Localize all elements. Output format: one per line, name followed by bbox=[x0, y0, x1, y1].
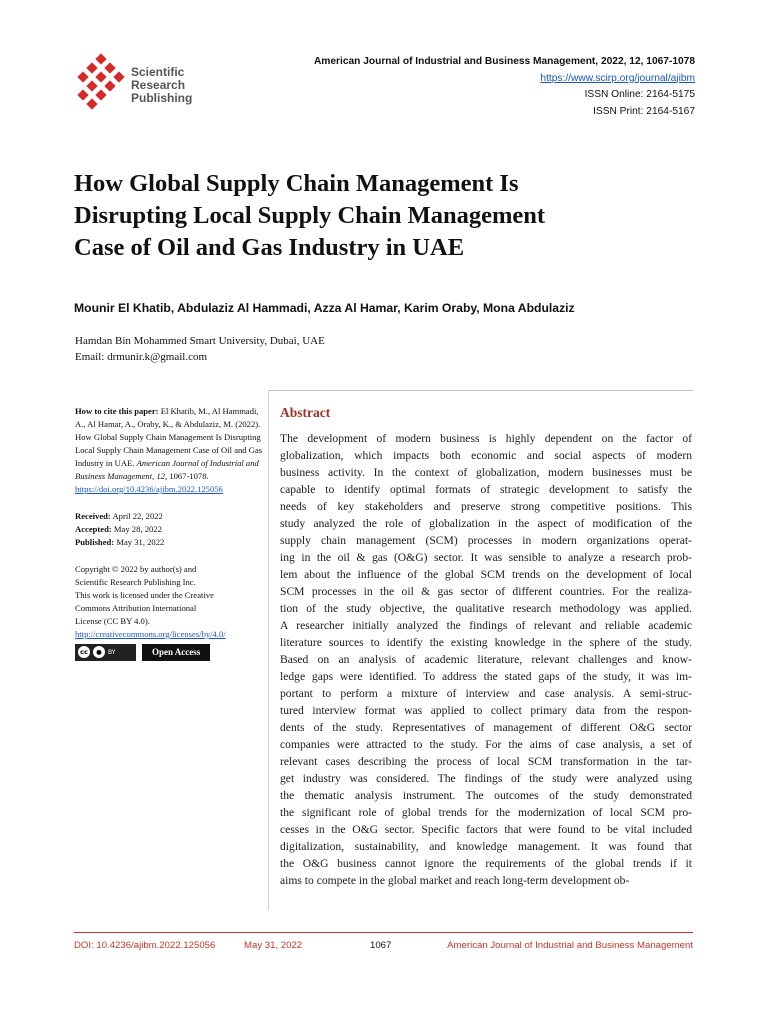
cc-by-label: BY bbox=[108, 648, 116, 656]
abstract-line: globalization, which impacts both economic and social aspects of modern bbox=[280, 449, 692, 462]
abstract-line: the thematic analysis instrument. The outcomes of the study demonstrated bbox=[280, 789, 692, 802]
copyright-line: Scientific Research Publishing Inc. bbox=[75, 577, 196, 587]
abstract-line: Based on an analysis of academic literature, relevant challenges and know- bbox=[280, 653, 692, 666]
publisher-logo bbox=[74, 52, 204, 116]
copyright-line: License (CC BY 4.0). bbox=[75, 616, 150, 626]
journal-meta bbox=[314, 54, 695, 120]
article-title bbox=[74, 168, 714, 264]
abstract-line: study analyzed the role of globalization in the aspect of modification of the bbox=[280, 517, 692, 530]
copyright-line: Copyright © 2022 by author(s) and bbox=[75, 564, 197, 574]
sidebar bbox=[75, 405, 265, 661]
accepted-date bbox=[75, 523, 265, 536]
abstract-line: portant to perform a mixture of interview and case analysis. A semi-struc- bbox=[280, 687, 692, 700]
abstract-line: cesses in the O&G sector. Specific factors that were found to be vital included bbox=[280, 823, 692, 836]
citation-block bbox=[75, 405, 265, 496]
authors: Mounir El Khatib, Abdulaziz Al Hammadi, Azza Al Hamar, Karim Oraby, Mona Abdulaziz bbox=[74, 301, 575, 315]
affiliation-block bbox=[75, 333, 325, 365]
abstract-line: digitalization, sustainability, and knowledge management. It was found that bbox=[280, 840, 692, 853]
citation-label: How to cite this paper: bbox=[75, 406, 159, 416]
abstract-line: capable to identify optimal formats of strategic development to satisfy the bbox=[280, 483, 692, 496]
license-badges bbox=[75, 643, 265, 661]
article-title-line: Disrupting Local Supply Chain Management bbox=[74, 202, 546, 229]
footer-doi: DOI: 10.4236/ajibm.2022.125056 bbox=[74, 940, 216, 951]
accepted-label: Accepted: bbox=[75, 524, 112, 534]
abstract-line: business activity. In the context of globalization, modern businesses must be bbox=[280, 466, 692, 479]
abstract-text bbox=[280, 430, 692, 889]
copyright-line: Commons Attribution International bbox=[75, 603, 197, 613]
copyright-block bbox=[75, 563, 265, 641]
affiliation: Hamdan Bin Mohammed Smart University, Dubai, UAE bbox=[75, 335, 325, 347]
publisher-name-line: Scientific bbox=[131, 65, 185, 79]
publisher-name-line: Publishing bbox=[131, 91, 193, 105]
published-label: Published: bbox=[75, 537, 115, 547]
abstract-line: relevant cases describing the process of local SCM transformation in the tar- bbox=[280, 755, 692, 768]
abstract-line: lem about the influence of the global SCM trends on the development of local bbox=[280, 568, 692, 581]
abstract-line: the O&G business cannot ignore the requirements of the global trends if it bbox=[280, 857, 692, 870]
publisher-name-line: Research bbox=[131, 78, 186, 92]
abstract-line: get industry was considered. The findings of the study were analyzed using bbox=[280, 772, 692, 785]
citation-journal: American Journal of Industrial and Business Management, 12, bbox=[75, 458, 259, 481]
published-value: May 31, 2022 bbox=[114, 537, 165, 547]
abstract-line: tured interview format was applied to collect primary data from the respon- bbox=[280, 704, 692, 717]
article-title-line: How Global Supply Chain Management Is bbox=[74, 170, 519, 197]
cc-by-badge[interactable] bbox=[75, 644, 136, 661]
open-access-badge: Open Access bbox=[142, 644, 210, 661]
received-value: April 22, 2022 bbox=[110, 511, 163, 521]
page-footer bbox=[74, 940, 693, 954]
footer-date: May 31, 2022 bbox=[244, 940, 303, 951]
abstract-line: A researcher initially analyzed the findings of relevant and reliable academic bbox=[280, 619, 692, 632]
journal-citation: American Journal of Industrial and Business Management, 2022, 12, 1067-1078 bbox=[313, 56, 695, 67]
received-date bbox=[75, 510, 265, 523]
abstract-line: ledge gaps were identified. To address the stated gaps of the study, it was im- bbox=[280, 670, 692, 683]
abstract-line: SCM processes in the oil & gas sector of different countries. For the realiza- bbox=[280, 585, 692, 598]
footer-journal: American Journal of Industrial and Business Management bbox=[447, 940, 693, 951]
abstract-line: companies were attracted to the study. For the aims of case analysis, a set of bbox=[280, 738, 692, 751]
accepted-value: May 28, 2022 bbox=[111, 524, 162, 534]
published-date bbox=[75, 536, 265, 549]
dates-block bbox=[75, 510, 265, 549]
abstract-top-rule bbox=[268, 390, 693, 391]
abstract-line: tion of the study objective, the qualitative research methodology was applied. bbox=[280, 602, 692, 615]
footer-rule bbox=[74, 932, 693, 933]
copyright-line: This work is licensed under the Creative bbox=[75, 590, 214, 600]
citation-text: El Khatib, M., Al Hammadi, A., Al Hamar, A., Oraby, K., & Abdulaziz, M. (2022). How Global Supply Chain Management Is Disrupting Local Supply Chain Management Case of Oil and Gas Industry in UAE. bbox=[75, 406, 263, 468]
abstract-heading: Abstract bbox=[280, 405, 331, 420]
abstract-line: aims to compete in the global market and reach long-term development ob- bbox=[280, 874, 630, 887]
email: Email: drmunir.k@gmail.com bbox=[75, 351, 208, 363]
publisher-logo-icon bbox=[74, 52, 130, 116]
attribution-person-icon: ● bbox=[93, 646, 105, 658]
abstract-line: dents of the study. Representatives of management of different O&G sector bbox=[280, 721, 692, 734]
article-title-line: Case of Oil and Gas Industry in UAE bbox=[74, 234, 465, 261]
journal-url-link[interactable]: https://www.scirp.org/journal/ajibm bbox=[540, 72, 695, 84]
received-label: Received: bbox=[75, 511, 111, 521]
license-link[interactable]: http://creativecommons.org/licenses/by/4.0/ bbox=[75, 629, 226, 639]
abstract-line: needs of key stakeholders and preserve strong competitive positions. This bbox=[280, 500, 692, 513]
citation-pages: 1067-1078. bbox=[167, 471, 209, 481]
abstract-line: The development of modern business is highly dependent on the factor of bbox=[280, 432, 692, 445]
doi-link[interactable]: https://doi.org/10.4236/ajibm.2022.125056 bbox=[75, 484, 223, 494]
abstract-line: supply chain management (SCM) processes in modern organizations operat- bbox=[280, 534, 692, 547]
cc-icon: cc bbox=[78, 646, 90, 658]
abstract-line: ing in the oil & gas (O&G) sector. It was sensible to analyze a research prob- bbox=[280, 551, 692, 564]
page-number: 1067 bbox=[370, 940, 392, 951]
issn-online: ISSN Online: 2164-5175 bbox=[584, 89, 695, 100]
abstract-line: the significant role of global trends for the modernization of local SCM pro- bbox=[280, 806, 692, 819]
abstract-line: literature sources to identify the existing knowledge in the sphere of the study. bbox=[280, 636, 692, 649]
publisher-name bbox=[131, 66, 211, 105]
abstract-left-rule bbox=[268, 390, 269, 910]
issn-print: ISSN Print: 2164-5167 bbox=[593, 105, 695, 117]
